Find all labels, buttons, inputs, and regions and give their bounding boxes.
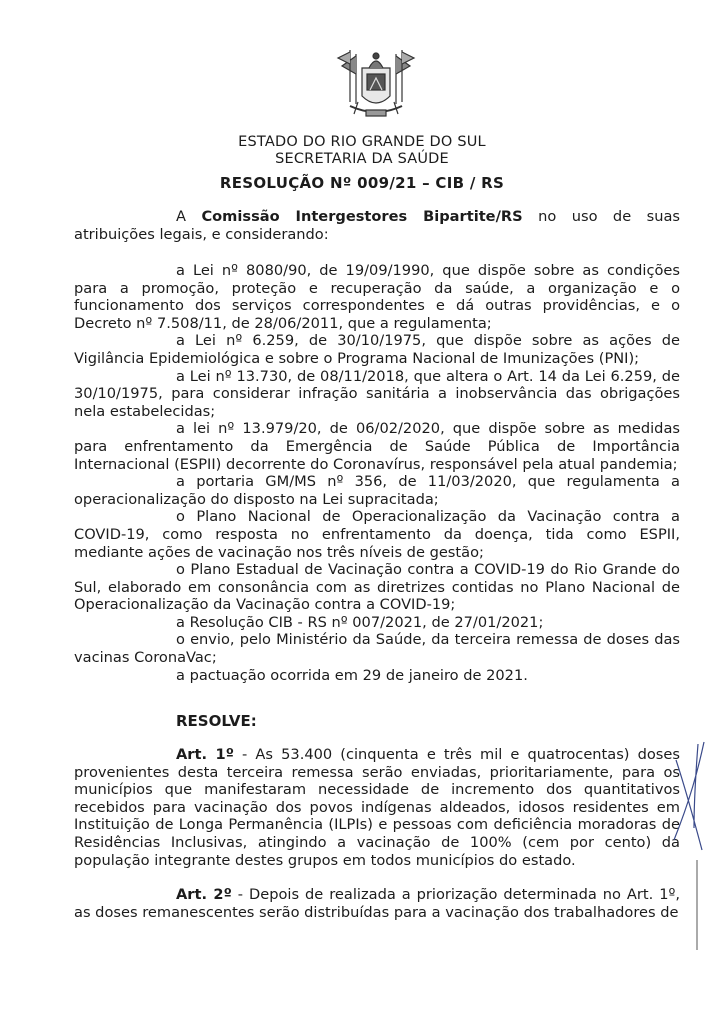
article-1-body: - As 53.400 (cinquenta e três mil e quatrocentas) doses provenientes desta terceira remessa serão enviadas, prioritariamente, para os municípios que manifestaram necessidade de incremento dos quantitativos recebidos para vacinação dos povos indígenas aldeados, idosos residentes em Instituição de Longa Permanência (ILPIs) e pessoas com deficiência moradoras de Residências Inclusivas, atingindo a vacinação de 100% (cem por cento) da população integrante destes grupos em todos municípios do estado. [74, 746, 680, 869]
article-2-label: Art. 2º [176, 886, 232, 903]
consideration-item: a Lei nº 8080/90, de 19/09/1990, que dispõe sobre as condições para a promoção, proteção e recuperação da saúde, a organização e o funcionamento dos serviços correspondentes e dá outras providências, e o Decreto nº 7.508/11, de 28/06/2011, que a regulamenta; [74, 262, 680, 332]
intro-paragraph [74, 208, 680, 260]
consideration-item: o Plano Estadual de Vacinação contra a COVID-19 do Rio Grande do Sul, elaborado em consonância com as diretrizes contidas no Plano Nacional de Operacionalização da Vacinação contra a COVID-19; [74, 561, 680, 614]
consideration-item: a lei nº 13.979/20, de 06/02/2020, que dispõe sobre as medidas para enfrentamento da Emergência de Saúde Pública de Importância Internacional (ESPII) decorrente do Coronavírus, responsável pela atual pandemia; [74, 420, 680, 473]
signature-mark-icon [668, 740, 708, 860]
consideration-item: a pactuação ocorrida em 29 de janeiro de 2021. [176, 666, 528, 684]
coat-of-arms-icon [336, 44, 416, 126]
considerations-list [74, 262, 680, 684]
margin-line [696, 860, 698, 950]
article-2 [74, 886, 680, 921]
organization-name: Comissão Intergestores Bipartite/RS [201, 208, 523, 225]
intro-text [74, 208, 680, 243]
consideration-item: o envio, pelo Ministério da Saúde, da terceira remessa de doses das vacinas CoronaVac; [74, 631, 680, 667]
department-name: SECRETARIA DA SAÚDE [275, 151, 449, 167]
article-2-body: - Depois de realizada a priorização determinada no Art. 1º, as doses remanescentes serão distribuídas para a vacinação dos trabalhadores de [74, 886, 680, 921]
consideration-item: a Resolução CIB - RS nº 007/2021, de 27/01/2021; [176, 613, 544, 631]
article-1 [74, 746, 680, 869]
resolve-heading: RESOLVE: [176, 712, 257, 730]
consideration-item: a portaria GM/MS nº 356, de 11/03/2020, que regulamenta a operacionalização do disposto na Lei supracitada; [74, 473, 680, 508]
consideration-item: o Plano Nacional de Operacionalização da Vacinação contra a COVID-19, como resposta no enfrentamento da doença, tida como ESPII, mediante ações de vacinação nos três níveis de gestão; [74, 508, 680, 561]
intro-prefix: A [176, 208, 202, 225]
intro-suffix: no uso de suas atribuições legais, e considerando: [74, 208, 681, 243]
article-1-label: Art. 1º [176, 746, 234, 763]
consideration-item: a Lei nº 13.730, de 08/11/2018, que altera o Art. 14 da Lei 6.259, de 30/10/1975, para considerar infração sanitária a inobservância das obrigações nela estabelecidas; [74, 367, 680, 420]
article-2-text [74, 886, 680, 921]
consideration-item: a Lei nº 6.259, de 30/10/1975, que dispõe sobre as ações de Vigilância Epidemiológica e sobre o Programa Nacional de Imunizações (PNI); [74, 332, 680, 367]
resolution-title: RESOLUÇÃO Nº 009/21 – CIB / RS [219, 174, 505, 192]
article-1-text [74, 746, 680, 869]
state-name: ESTADO DO RIO GRANDE DO SUL [238, 134, 486, 150]
